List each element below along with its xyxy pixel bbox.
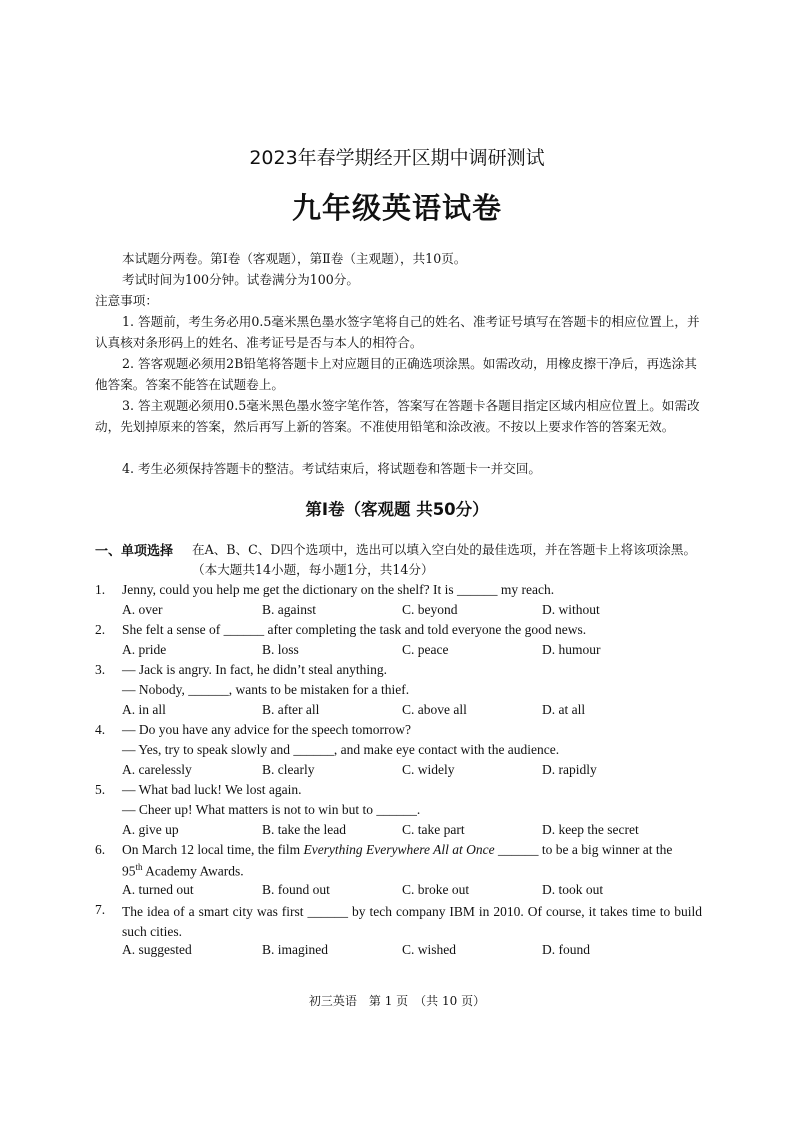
- option-d: D. took out: [542, 882, 604, 897]
- note-2: 2. 答客观题必须用2B铅笔将答题卡上对应题目的正确选项涂黑。如需改动，用橡皮擦干净后，再选涂其他答案。答案不能答在试题卷上。: [95, 356, 697, 392]
- option-c: C. broke out: [402, 882, 470, 897]
- option-a: A. turned out: [122, 882, 194, 897]
- option-a: A. in all: [122, 702, 166, 717]
- option-c: C. above all: [402, 702, 467, 717]
- option-d: D. at all: [542, 702, 586, 717]
- question-text-part: On March 12 local time, the film: [122, 842, 304, 857]
- page-footer: 初三英语 第 1 页 （共 10 页）: [308, 994, 486, 1008]
- ordinal-suffix: th: [135, 862, 143, 872]
- question-number: 3.: [95, 662, 106, 677]
- question-text-part: ______ to be a big winner at the: [494, 842, 673, 857]
- exam-subtitle: 2023年春学期经开区期中调研测试: [249, 147, 545, 169]
- question-number: 4.: [95, 722, 106, 737]
- option-b: B. loss: [262, 642, 299, 657]
- option-c: C. widely: [402, 762, 455, 777]
- intro-line-1: 本试题分两卷。第Ⅰ卷（客观题），第Ⅱ卷（主观题），共10页。: [122, 251, 467, 266]
- question-text-part: 95: [122, 863, 136, 879]
- option-a: A. pride: [122, 642, 167, 657]
- option-c: C. take part: [402, 822, 465, 837]
- option-b: B. found out: [262, 882, 330, 897]
- note-4: 4. 考生必须保持答题卡的整洁。考试结束后，将试题卷和答题卡一并交回。: [122, 461, 542, 476]
- question-text: [122, 842, 702, 858]
- intro-line-2: 考试时间为100分钟。试卷满分为100分。: [122, 272, 359, 287]
- option-a: A. over: [122, 602, 163, 617]
- part-instruction: 在A、B、C、D四个选项中，选出可以填入空白处的最佳选项，并在答题卡上将该项涂黑。（本大题共14小题，每小题1分，共14分）: [192, 542, 697, 577]
- question-number: 7.: [95, 902, 106, 917]
- question-text: — Cheer up! What matters is not to win but to ______.: [122, 802, 421, 817]
- question-number: 2.: [95, 622, 106, 637]
- exam-title: 九年级英语试卷: [291, 191, 502, 225]
- question-number: 5.: [95, 782, 106, 797]
- note-3: 3. 答主观题必须用0.5毫米黑色墨水签字笔作答，答案写在答题卡各题目指定区域内相应位置上。如需改动，先划掉原来的答案，然后再写上新的答案。不准使用铅笔和涂改液。不按以上要求作答的答案无效。: [95, 398, 700, 434]
- option-b: B. take the lead: [262, 822, 346, 837]
- film-title: Everything Everywhere All at Once: [303, 842, 495, 857]
- option-c: C. beyond: [402, 602, 458, 617]
- option-b: B. after all: [262, 702, 320, 717]
- option-c: C. peace: [402, 642, 449, 657]
- question-text: She felt a sense of ______ after completing the task and told everyone the good news.: [122, 622, 587, 637]
- question-number: 6.: [95, 842, 106, 857]
- question-text: — What bad luck! We lost again.: [122, 782, 302, 797]
- option-d: D. found: [542, 942, 590, 957]
- option-d: D. rapidly: [542, 762, 597, 777]
- option-d: D. humour: [542, 642, 601, 657]
- part-label: 一、单项选择: [95, 544, 174, 559]
- option-a: A. carelessly: [122, 762, 192, 777]
- section-title: 第Ⅰ卷（客观题 共50分）: [305, 500, 489, 519]
- question-text-part: Academy Awards.: [142, 863, 244, 879]
- option-a: A. give up: [122, 822, 179, 837]
- option-b: B. clearly: [262, 762, 315, 777]
- option-a: A. suggested: [122, 942, 192, 957]
- option-b: B. against: [262, 602, 316, 617]
- question-text: — Do you have any advice for the speech tomorrow?: [122, 722, 412, 737]
- question-text: — Nobody, ______, wants to be mistaken for a thief.: [122, 682, 410, 697]
- notes-label: 注意事项：: [95, 293, 158, 308]
- question-text: [122, 862, 702, 880]
- question-text: Jenny, could you help me get the dictionary on the shelf? It is ______ my reach.: [122, 582, 555, 597]
- question-text: — Jack is angry. In fact, he didn’t steal anything.: [122, 662, 388, 677]
- question-text: The idea of a smart city was first ______ by tech company IBM in 2010. Of course, it takes time to build such cities.: [122, 904, 702, 939]
- option-d: D. keep the secret: [542, 822, 639, 837]
- option-b: B. imagined: [262, 942, 328, 957]
- option-d: D. without: [542, 602, 600, 617]
- option-c: C. wished: [402, 942, 456, 957]
- note-1: 1. 答题前，考生务必用0.5毫米黑色墨水签字笔将自己的姓名、准考证号填写在答题卡的相应位置上，并认真核对条形码上的姓名、准考证号是否与本人的相符合。: [95, 314, 700, 350]
- question-text: — Yes, try to speak slowly and ______, and make eye contact with the audience.: [122, 742, 560, 757]
- question-number: 1.: [95, 582, 106, 597]
